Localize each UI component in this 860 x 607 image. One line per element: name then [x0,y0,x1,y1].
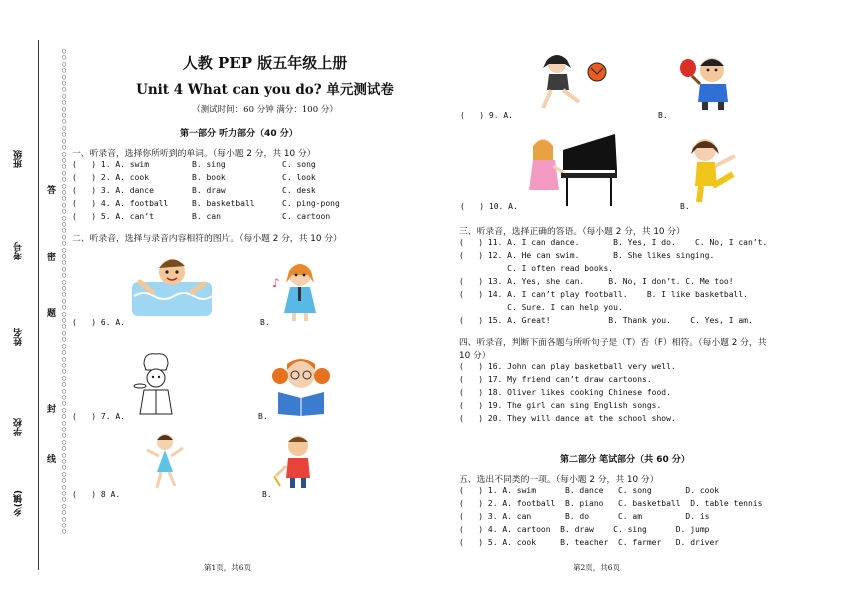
sec3-title: 三、听录音，选择正确的答语。（每小题 2 分，共 10 分） [459,227,685,237]
sec2-title: 二、听录音，选择与录音内容相符的图片。（每小题 2 分，共 10 分） [72,234,342,244]
sec5-row-4: ( ) 4. A. cartoon B. draw C. sing D. jump [459,525,710,534]
sec5-row-1: ( ) 1. A. swim B. dance C. song D. cook [459,486,720,495]
seal-char-feng: 封 [47,405,57,415]
seal-char-ti: 题 [47,309,57,319]
q10-a-label: ( ) 10. A. [460,202,518,211]
seal-char-mi: 密 [47,253,57,263]
q14-row: ( ) 14. A. I can’t play football. B. I like basketball. [459,290,748,299]
sec1-item-1-a: ( ) 1. A. swim [72,160,150,169]
sec1-item-4-c: C. ping-pong [282,199,340,208]
kung-fu-girl-picture [683,134,743,204]
q15-row: ( ) 15. A. Great! B. Thank you. C. Yes, I am. [459,316,753,325]
sec1-item-2-c: C. look [282,173,316,182]
q11-row: ( ) 11. A. I can dance. B. Yes, I do. C. No, I can’t. [459,238,768,247]
chef-picture [130,350,182,416]
q8-a-label: ( ) 8 A. [72,490,121,499]
dancing-girl-picture [145,430,185,490]
svg-text:♪: ♪ [272,276,280,290]
town-label: 乡(镇) [14,490,24,517]
football-girl-picture [535,52,607,112]
footer-left: 第1页，共6页 [204,563,252,572]
sec1-item-2-b: B. book [192,173,226,182]
sec1-item-4-a: ( ) 4. A. football [72,199,169,208]
ping-pong-boy-picture [678,52,742,112]
seal-circles-column: ○○○○○○○○○○○○○○○○○○○○○○○○○○○○○○○○○○○○○○○○○○○○○○○○○○○○○○○○○○○○○○○○○○○○○○○○○○○○ [62,47,67,536]
singing-girl-picture [270,257,322,323]
seal-char-da: 答 [47,186,57,196]
sec4-title-cont: 10 分） [459,351,491,361]
sec1-title: 一、听录音，选择你所听到的单词。（每小题 2 分，共 10 分） [72,149,316,159]
part1-title: 第一部分 听力部分（40 分） [180,129,298,139]
piano-girl-picture [527,130,619,208]
page-title: 人教 PEP 版五年级上册 [182,54,348,72]
swimming-boy-picture [130,252,214,318]
school-label: 学校 [14,418,24,436]
sec1-item-4-b: B. basketball [192,199,255,208]
q7-a-label: ( ) 7. A. [72,412,125,421]
sec1-item-1-c: C. song [282,160,316,169]
sec1-item-3-c: C. desk [282,186,316,195]
page-subtitle: Unit 4 What can you do? 单元测试卷 [136,82,394,98]
q14-row-c: C. Sure. I can help you. [459,303,623,312]
q19-row: ( ) 19. The girl can sing English songs. [459,401,662,410]
part2-title: 第二部分 笔试部分（共 60 分） [560,455,690,465]
test-info: （测试时间：60 分钟 满分：100 分） [192,105,338,115]
sec1-item-3-b: B. draw [192,186,226,195]
q10-b-label: B. [680,202,690,211]
seal-char-xian: 线 [47,455,57,465]
q18-row: ( ) 18. Oliver likes cooking Chinese food. [459,388,671,397]
q9-a-label: ( ) 9. A. [460,111,513,120]
q13-row: ( ) 13. A. Yes, she can. B. No, I don’t. C. Me too! [459,277,734,286]
sec5-title: 五、选出不同类的一项。（每小题 2 分，共 10 分） [459,475,659,485]
q17-row: ( ) 17. My friend can’t draw cartoons. [459,375,652,384]
q7-b-label: B. [258,412,268,421]
sec4-title: 四、听录音，判断下面各题与所听句子是（T）否（F）相符。（每小题 2 分，共 [459,338,767,348]
q8-b-label: B. [262,490,272,499]
sec1-item-5-c: C. cartoon [282,212,331,221]
q6-b-label: B. [260,318,270,327]
sec5-row-2: ( ) 2. A. football B. piano C. basketball D. table tennis [459,499,763,508]
footer-right: 第2页，共6页 [573,563,621,572]
q12-row-c: C. I often read books. [459,264,614,273]
drawing-boy-picture [272,432,318,492]
sec5-row-5: ( ) 5. A. cook B. teacher C. farmer D. driver [459,538,720,547]
reading-girl-picture [270,354,332,416]
class-label: 班级 [14,150,24,168]
binding-line [38,40,39,570]
sec1-item-5-b: B. can [192,212,221,221]
exam-number-label: 考号 [14,242,24,260]
q6-a-label: ( ) 6. A. [72,318,125,327]
sec1-item-3-a: ( ) 3. A. dance [72,186,154,195]
sec1-item-2-a: ( ) 2. A. cook [72,173,150,182]
q16-row: ( ) 16. John can play basketball very well. [459,362,676,371]
q12-row: ( ) 12. A. He can swim. B. She likes singing. [459,251,715,260]
q9-b-label: B. [658,111,668,120]
sec1-item-1-b: B. sing [192,160,226,169]
binding-margin [0,0,70,607]
sec5-row-3: ( ) 3. A. can B. do C. am D. is [459,512,710,521]
name-label: 姓名 [14,328,24,346]
q20-row: ( ) 20. They will dance at the school show. [459,414,676,423]
sec1-item-5-a: ( ) 5. A. can’t [72,212,154,221]
